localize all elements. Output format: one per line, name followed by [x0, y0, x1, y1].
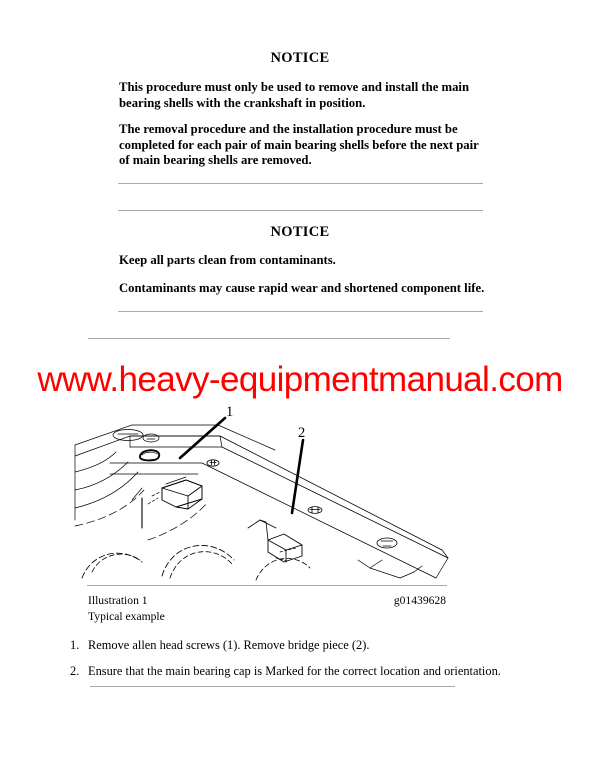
illustration-caption-title: Illustration 1 — [88, 594, 148, 607]
callout-label-2: 2 — [298, 425, 306, 441]
illustration-caption-subtitle: Typical example — [88, 610, 165, 623]
notice-2-paragraph-1: Keep all parts clean from contaminants. — [119, 253, 336, 267]
divider-rule-4 — [88, 338, 450, 339]
divider-rule-1 — [118, 183, 483, 184]
callout-leader-1 — [180, 418, 225, 458]
notice-heading-2: NOTICE — [270, 224, 330, 240]
illustration-bottom-rule — [87, 585, 447, 586]
notice-2-paragraph-2: Contaminants may cause rapid wear and shortened component life. — [119, 281, 485, 295]
procedure-step-1-text: Remove allen head screws (1). Remove bridge piece (2). — [88, 638, 370, 652]
procedure-step-2 — [70, 664, 530, 679]
illustration-caption-row — [88, 594, 446, 608]
procedure-step-2-text: Ensure that the main bearing cap is Marked for the correct location and orientation. — [88, 664, 501, 678]
divider-rule-2 — [118, 210, 483, 211]
engine-block-illustration — [70, 400, 460, 585]
procedure-step-1-number: 1. — [70, 638, 80, 652]
callout-leader-2 — [292, 440, 303, 513]
notice-1-paragraph-1: This procedure must only be used to remove and install the main bearing shells with the crankshaft in position. — [119, 80, 469, 110]
divider-rule-5 — [90, 686, 455, 687]
site-watermark: www.heavy-equipmentmanual.com — [37, 360, 563, 399]
divider-rule-3 — [118, 311, 483, 312]
notice-heading-1: NOTICE — [270, 50, 330, 66]
procedure-step-2-number: 2. — [70, 664, 80, 678]
callout-label-1: 1 — [226, 404, 234, 420]
illustration-graphic-id: g01439628 — [393, 594, 446, 607]
procedure-step-1 — [70, 638, 520, 653]
notice-1-paragraph-2: The removal procedure and the installation procedure must be completed for each pair of main bearing shells before the next pair of main bearing shells are removed. — [119, 122, 479, 168]
